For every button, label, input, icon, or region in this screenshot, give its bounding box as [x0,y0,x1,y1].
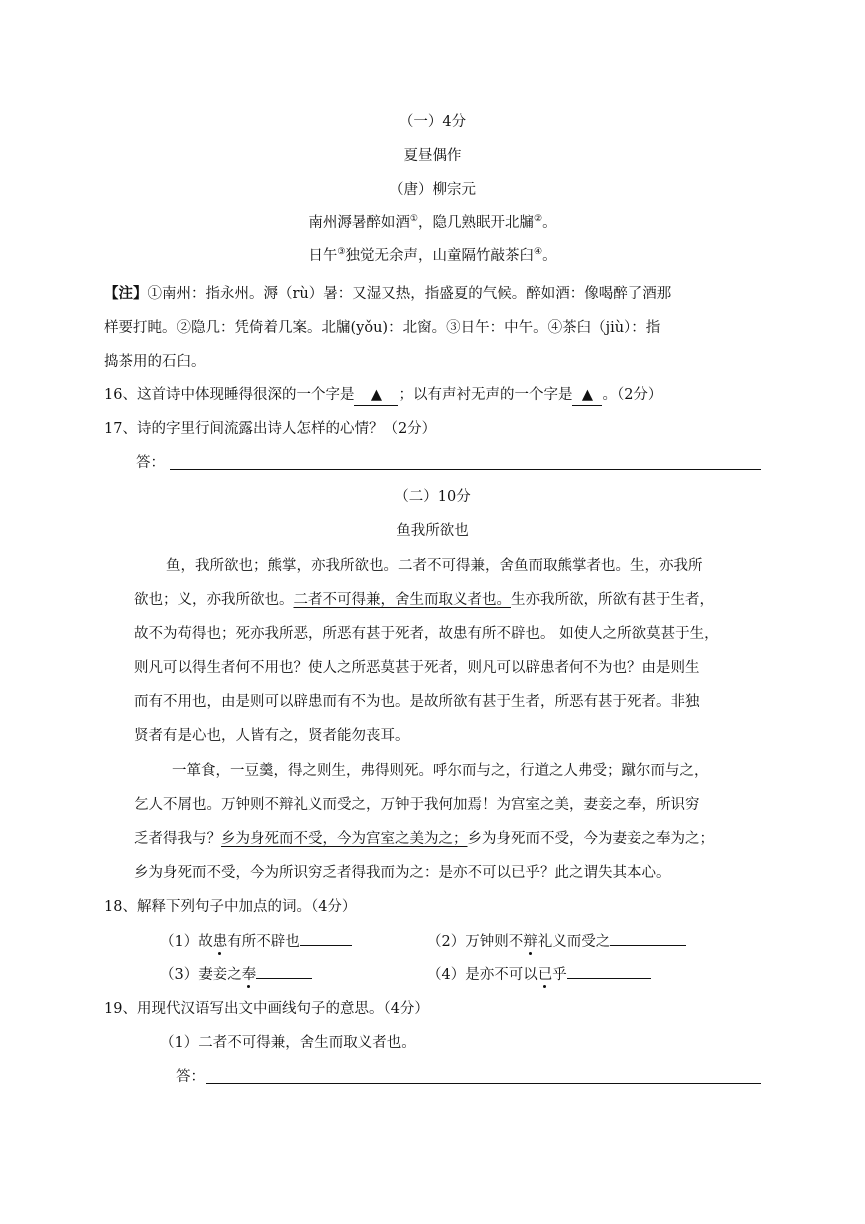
paragraph-1-line-1: 鱼，我所欲也；熊掌，亦我所欲也。二者不可得兼，舍鱼而取熊掌者也。生，亦我所 [166,558,703,574]
question-19-item-1: （1）二者不可得兼，舍生而取义者也。 [160,1035,416,1051]
dotted-word: 奉 [241,967,257,983]
poem-line-1 [0,213,865,233]
paragraph-1-line-2 [134,590,714,610]
question-18-item-2 [427,931,686,952]
note-marker: ③ [337,247,346,258]
note-line-1 [104,284,671,304]
paragraph-2-line-4: 乡为身死而不受，今为所识穷乏者得我而为之：是亦不可以已乎？此之谓失其本心。 [134,865,671,881]
answer-label: 答： [176,1069,205,1085]
underlined-sentence: 二者不可得兼，舍生而取义者也。 [293,592,511,608]
answer-blank[interactable] [610,931,686,946]
essay-text: 生亦我所欲，所欲有甚于生者， [511,592,714,608]
question-18-item-3 [160,964,312,985]
question-text: 礼义而受之 [537,934,611,950]
paragraph-1-line-3: 故不为苟得也；死亦我所恶，所恶有甚于死者，故患有所不辟也。 如使人之所欲莫甚于生， [134,626,719,642]
poem-text: 。 [542,215,557,231]
section2-header: （二）10分 [394,489,471,505]
question-text: （4）是亦不可以 [427,967,538,983]
question-text: （1）故 [160,934,213,950]
answer-label: 答： [136,455,165,471]
question-text: （3）妻妾之 [160,967,242,983]
poem-text: 南州溽暑醉如酒 [308,215,410,231]
question-17: 17、诗的字里行间流露出诗人怎样的心情？（2分） [104,421,437,437]
section1-header: （一）4分 [398,114,467,130]
paragraph-1-line-5: 而有不用也，由是则可以辟患而有不为也。是故所欲有甚于生者，所恶有甚于死者。非独 [134,694,700,710]
underlined-sentence: 乡为身死而不受，今为宫室之美为之； [221,831,468,847]
note-text: ①南州：指永州。溽（rù）暑：又湿又热，指盛夏的气候。醉如酒：像喝醉了酒那 [147,286,672,302]
poem-title: 夏昼偶作 [403,148,462,164]
note-marker: ④ [534,247,543,258]
essay-text: 欲也；义，亦我所欲也。 [134,592,294,608]
essay-text: 乏者得我与？ [134,831,221,847]
dotted-word: 已 [537,967,553,983]
note-line-2: 样要打盹。②隐几：凭倚着几案。北牖(yǒu)：北窗。③日午：中午。④茶臼（jiù）：指 [104,320,661,336]
poem-author: （唐）柳宗元 [389,182,476,198]
question-text: 16、这首诗中体现睡得很深的一个字是 [104,387,355,403]
poem-text: 日午 [308,248,338,264]
answer-blank[interactable] [300,931,352,946]
question-text: 有所不辟也 [227,934,300,950]
dotted-word: 辩 [523,934,538,950]
poem-line-2 [0,246,865,266]
question-19: 19、用现代汉语写出文中画线句子的意思。（4分） [104,1001,429,1017]
question-text: ；以有声衬无声的一个字是 [398,387,573,403]
question-text: 乎 [552,967,567,983]
paragraph-2-line-3 [134,829,714,849]
note-marker: ② [534,214,543,225]
question-18-item-1 [160,931,352,952]
note-line-3: 捣茶用的石臼。 [104,354,206,370]
poem-text: ，隐几熟眠开北牖 [418,215,534,231]
paragraph-2-line-1: 一箪食，一豆羹，得之则生，弗得则死。呼尔而与之，行道之人弗受；蹴尔而与之， [172,763,709,779]
question-18-item-4 [427,964,651,985]
paragraph-2-line-2: 乞人不屑也。万钟则不辩礼义而受之，万钟于我何加焉！为宫室之美，妻妾之奉，所识穷 [134,797,700,813]
answer-blank[interactable]: ▲ [572,385,602,406]
answer-blank[interactable]: ▲ [354,385,398,406]
answer-blank[interactable] [256,964,312,979]
poem-text: 独觉无余声，山童隔竹敲茶臼 [345,248,534,264]
dotted-word: 患 [212,934,228,950]
paragraph-1-line-6: 贤者有是心也，人皆有之，贤者能勿丧耳。 [134,728,410,744]
note-marker: ① [409,214,418,225]
question-text: （2）万钟则不 [427,934,524,950]
essay-text: 乡为身死而不受，今为妻妾之奉为之； [467,831,714,847]
answer-line[interactable] [170,469,761,470]
paragraph-1-line-4: 则凡可以得生者何不用也？使人之所恶莫甚于死者，则凡可以辟患者何不为也？由是则生 [134,660,700,676]
answer-line[interactable] [206,1083,761,1084]
answer-blank[interactable] [567,964,651,979]
poem-text: 。 [542,248,557,264]
question-18: 18、解释下列句子中加点的词。（4分） [104,899,357,915]
question-text: 。（2分） [602,387,663,403]
question-16 [104,385,662,406]
note-label: 【注】 [104,285,148,302]
essay-title: 鱼我所欲也 [396,523,469,539]
